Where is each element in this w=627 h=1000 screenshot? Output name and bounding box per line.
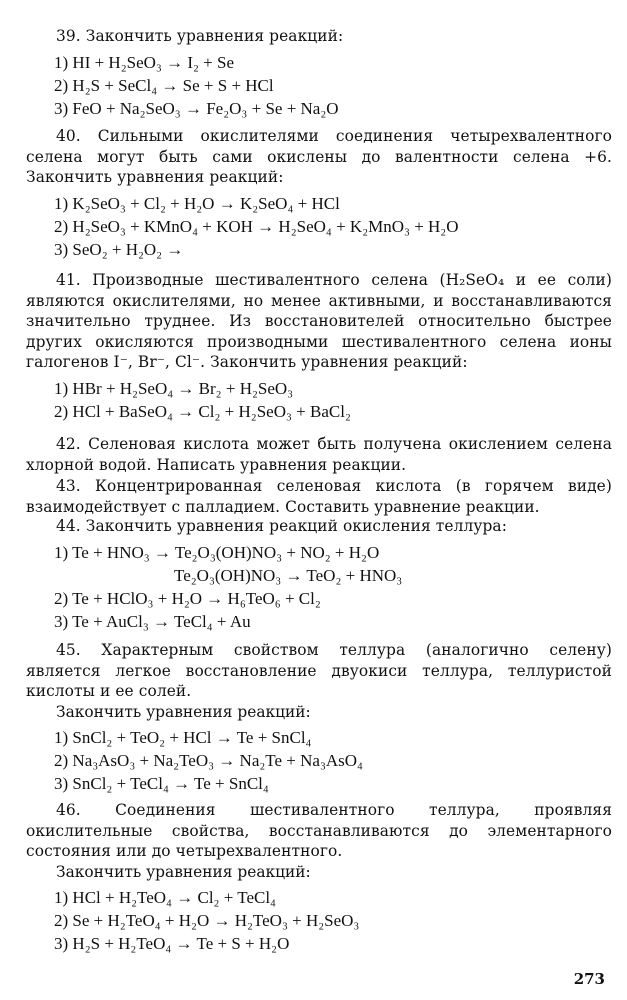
equation: 1) K₂SeO₃ + Cl₂ + H₂O → K₂SeO₄ + HCl: [54, 193, 340, 213]
equation: 3) FeO + Na₂SeO₃ → Fe₂O₃ + Se + Na₂O: [54, 98, 339, 118]
equation: 3) Te + AuCl₃ → TeCl₄ + Au: [54, 611, 251, 631]
equation-continuation: Te₂O₃(OH)NO₃ → TeO₂ + HNO₃: [174, 565, 403, 585]
problem-39: [26, 26, 612, 120]
equation: 1) HI + H₂SeO₃ → I₂ + Se: [54, 52, 235, 72]
problem-45: [26, 640, 612, 795]
problem-text: 41. Производные шестивалентного селена (H₂SeO₄ и ее соли) являются окислителями, но менее активными, и восстанавливаются значительно труднее. Из восстановителей относительно быстрее других окисляются производными шестивалентного селена ионы галогенов I⁻, Br⁻, Cl⁻. Закончить уравнения реакций:: [26, 271, 612, 371]
equation: 3) H₂S + H₂TeO₄ → Te + S + H₂O: [54, 934, 290, 953]
problem-46: [26, 800, 612, 955]
equation: 2) HCl + BaSeO₄ → Cl₂ + H₂SeO₃ + BaCl₂: [54, 401, 351, 421]
equation: 1) SnCl₂ + TeO₂ + HCl → Te + SnCl₄: [54, 728, 312, 747]
problem-subtext: Закончить уравнения реакций:: [56, 862, 311, 881]
problem-44: [26, 516, 612, 633]
problem-text: 39. Закончить уравнения реакций:: [56, 27, 344, 45]
equation: 1) HBr + H₂SeO₄ → Br₂ + H₂SeO₃: [54, 378, 294, 398]
equation: 1) Te + HNO₃ → Te₂O₃(OH)NO₃ + NO₂ + H₂O: [54, 542, 380, 562]
equation: 2) H₂SeO₃ + KMnO₄ + KOH → H₂SeO₄ + K₂MnO₃ + H₂O: [54, 216, 459, 236]
equation: 1) HCl + H₂TeO₄ → Cl₂ + TeCl₄: [54, 888, 276, 907]
problem-subtext: Закончить уравнения реакций:: [56, 702, 311, 721]
equation: 3) SeO₂ + H₂O₂ →: [54, 239, 184, 259]
equation: 2) H₂S + SeCl₄ → Se + S + HCl: [54, 75, 274, 95]
problem-42: [26, 434, 612, 475]
equation: 3) SnCl₂ + TeCl₄ → Te + SnCl₄: [54, 774, 269, 793]
problem-text: 45. Характерным свойством теллура (аналогично селену) является легкое восстановление двуокиси теллура, теллуристой кислоты и ее солей.: [26, 641, 612, 700]
equation: 2) Na₃AsO₃ + Na₂TeO₃ → Na₂Te + Na₃AsO₄: [54, 751, 363, 770]
problem-text: 40. Сильными окислителями соединения четырехвалентного селена могут быть сами окислены до валентности селена +6. Закончить уравнения реакций:: [26, 127, 612, 186]
problem-43: [26, 476, 612, 517]
problem-text: 44. Закончить уравнения реакций окисления теллура:: [56, 517, 507, 535]
problem-text: 43. Концентрированная селеновая кислота (в горячем виде) взаимодействует с палладием. Составить уравнение реакции.: [26, 477, 612, 516]
problem-40: [26, 126, 612, 261]
problem-text: 42. Селеновая кислота может быть получена окислением селена хлорной водой. Написать уравнения реакции.: [26, 435, 612, 474]
equation: 2) Se + H₂TeO₄ + H₂O → H₂TeO₃ + H₂SeO₃: [54, 911, 360, 930]
page-number: 273: [573, 970, 605, 988]
equation: 2) Te + HClO₃ + H₂O → H₆TeO₆ + Cl₂: [54, 588, 321, 608]
problem-text: 46. Соединения шестивалентного теллура, проявляя окислительные свойства, восстанавливаются до элементарного состояния или до четырехвалентного.: [26, 801, 612, 860]
problem-41: [26, 270, 612, 423]
